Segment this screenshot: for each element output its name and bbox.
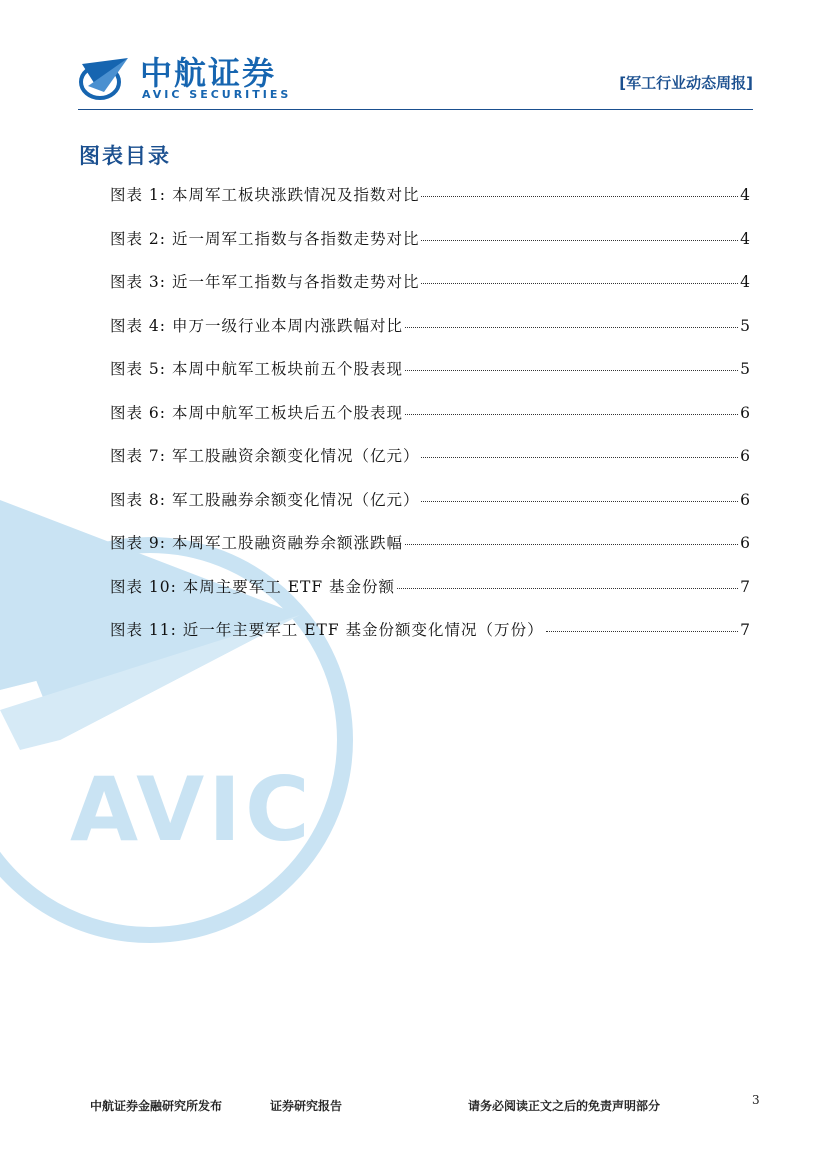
toc-entry-label: 图表 9: 本周军工股融资融券余额涨跌幅 [110, 534, 403, 552]
toc-entry[interactable] [110, 227, 750, 271]
header-divider [78, 109, 753, 110]
toc-entry-page: 6 [740, 534, 750, 552]
toc-leader-dots [421, 239, 738, 241]
toc-entry-label: 图表 6: 本周中航军工板块后五个股表现 [110, 403, 403, 422]
toc-leader-dots [421, 282, 738, 284]
toc-leader-dots [421, 456, 738, 458]
toc-entry-label: 图表 8: 军工股融券余额变化情况（亿元） [110, 490, 420, 509]
toc-entry-page: 4 [740, 186, 750, 204]
toc-entry-page: 5 [740, 316, 750, 335]
toc-entry-label: 图表 2: 近一周军工指数与各指数走势对比 [110, 229, 420, 248]
toc-entry-label: 图表 4: 申万一级行业本周内涨跌幅对比 [110, 316, 403, 335]
toc-title: 图表目录 [79, 143, 171, 168]
toc-entry[interactable] [110, 183, 750, 227]
toc-leader-dots [421, 195, 738, 197]
toc-entry[interactable] [110, 401, 750, 445]
toc-entry-page: 5 [740, 360, 750, 378]
toc-entry-label: 图表 7: 军工股融资余额变化情况（亿元） [110, 447, 420, 465]
toc-entry-page: 4 [740, 229, 750, 248]
toc-entry[interactable] [110, 314, 750, 358]
toc-entry-page: 6 [740, 447, 750, 465]
page-header [78, 46, 753, 112]
watermark-text: AVIC [70, 758, 314, 861]
page-number: 3 [752, 1093, 760, 1107]
footer-publisher: 中航证券金融研究所发布 [90, 1099, 223, 1113]
toc-entry-label: 图表 5: 本周中航军工板块前五个股表现 [110, 360, 403, 378]
toc-entry[interactable] [110, 575, 750, 619]
toc-entry[interactable] [110, 618, 750, 662]
toc-leader-dots [405, 413, 738, 415]
avic-securities-logo [78, 46, 308, 106]
toc-entry-page: 7 [740, 577, 750, 596]
toc-entry-label: 图表 10: 本周主要军工 ETF 基金份额 [110, 577, 396, 596]
toc-entry-page: 4 [740, 273, 750, 291]
toc-leader-dots [421, 500, 738, 502]
page-footer [90, 1093, 760, 1117]
toc-entry[interactable] [110, 488, 750, 532]
logo-chinese-name: 中航证券 [140, 54, 277, 92]
toc-entry[interactable] [110, 444, 750, 488]
logo-english-name: AVIC SECURITIES [142, 88, 292, 101]
report-type-tag: [军工行业动态周报] [619, 74, 753, 92]
avic-plane-icon [78, 56, 130, 100]
toc-entry-label: 图表 3: 近一年军工指数与各指数走势对比 [110, 273, 420, 291]
toc-entry[interactable] [110, 357, 750, 401]
toc-entry[interactable] [110, 270, 750, 314]
toc-list [110, 183, 750, 662]
footer-disclaimer: 请务必阅读正文之后的免责声明部分 [468, 1099, 661, 1113]
toc-leader-dots [405, 543, 738, 545]
footer-report-type: 证券研究报告 [270, 1099, 343, 1113]
toc-entry-page: 6 [740, 490, 750, 509]
toc-leader-dots [405, 326, 738, 328]
toc-entry-label: 图表 1: 本周军工板块涨跌情况及指数对比 [110, 186, 420, 204]
toc-leader-dots [546, 630, 739, 632]
toc-entry-label: 图表 11: 近一年主要军工 ETF 基金份额变化情况（万份） [110, 621, 544, 639]
toc-entry[interactable] [110, 531, 750, 575]
toc-leader-dots [405, 369, 738, 371]
toc-entry-page: 6 [740, 403, 750, 422]
toc-entry-page: 7 [740, 621, 750, 639]
toc-leader-dots [397, 587, 738, 589]
